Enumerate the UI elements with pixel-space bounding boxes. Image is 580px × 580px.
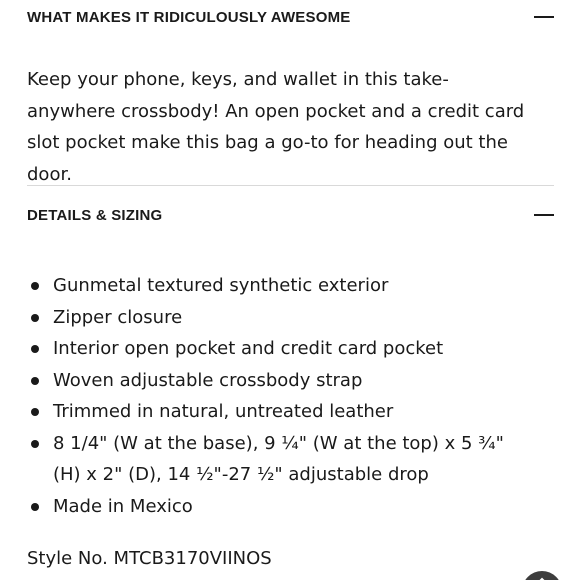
minus-icon[interactable]	[534, 205, 554, 225]
list-item: Trimmed in natural, untreated leather	[27, 396, 527, 428]
scroll-to-top-button[interactable]	[522, 571, 562, 580]
style-number: Style No. MTCB3170VIINOS	[27, 548, 272, 569]
list-item: Woven adjustable crossbody strap	[27, 365, 527, 397]
details-list	[27, 270, 527, 522]
details-section-header[interactable]	[27, 203, 554, 227]
list-item: Gunmetal textured synthetic exterior	[27, 270, 527, 302]
minus-icon[interactable]	[534, 7, 554, 27]
details-section-title: DETAILS & SIZING	[27, 206, 163, 224]
awesome-section-title: WHAT MAKES IT RIDICULOUSLY AWESOME	[27, 8, 351, 26]
awesome-description: Keep your phone, keys, and wallet in this take-anywhere crossbody! An open pocket and a credit card slot pocket make this bag a go-to for heading out the door.	[27, 69, 525, 185]
list-item: Zipper closure	[27, 302, 527, 334]
awesome-section-header[interactable]	[27, 5, 554, 29]
list-item: Made in Mexico	[27, 491, 527, 523]
list-item: 8 1/4" (W at the base), 9 ¼" (W at the top) x 5 ¾" (H) x 2" (D), 14 ½"-27 ½" adjustable drop	[27, 428, 527, 491]
list-item: Interior open pocket and credit card pocket	[27, 333, 527, 365]
section-divider	[27, 185, 554, 186]
